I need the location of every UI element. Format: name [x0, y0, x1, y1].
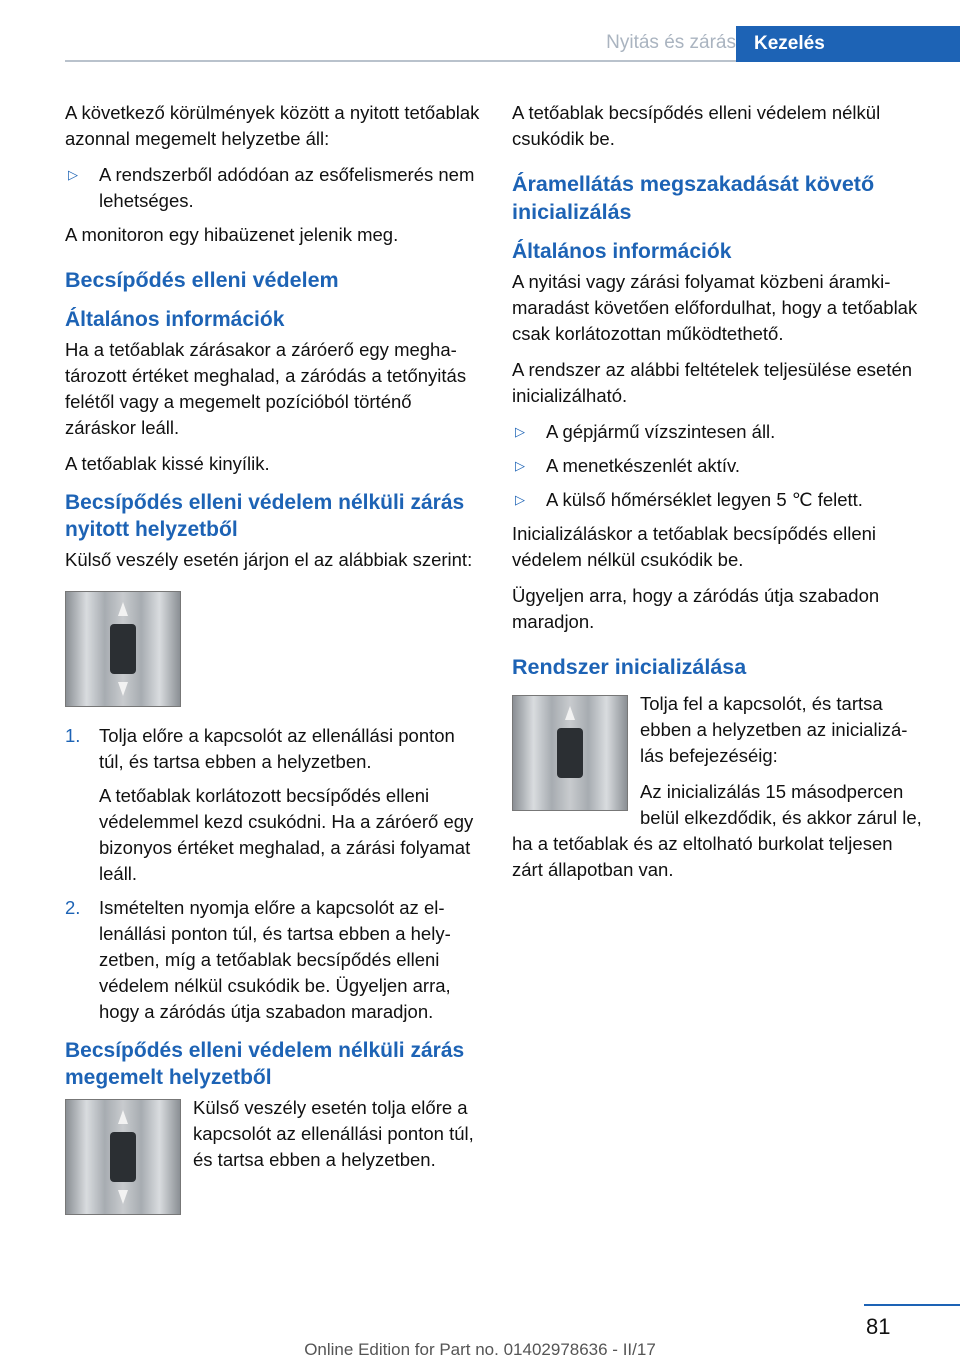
care-text: Ügyeljen arra, hogy a záródás útja szabadon maradjon.: [512, 585, 880, 632]
raised-text: Külső veszély esetén tolja előre a kapcsolót az ellenállási ponton túl, és tartsa ebben a helyzetben.: [193, 1097, 474, 1170]
roof-switch: [110, 624, 136, 674]
arrow-up-icon: [118, 1110, 128, 1124]
triangle-bullet-icon: ▷: [515, 424, 525, 439]
arrow-down-icon: [118, 1190, 128, 1204]
left-column: [65, 100, 480, 1221]
system-init-block: [512, 691, 924, 883]
list-item: 1. Tolja előre a kapcsolót az ellenállási ponton túl, és tartsa ebben a helyzetben. A tetőablak korlátozott becsípődés elleni védelemmel kezd csukódni. Ha a záróerő egy bizonyos értéket meghalad, a zárási folyamat leáll.: [65, 725, 474, 884]
switch-image: [512, 695, 628, 811]
list-item: ▷ A gépjármű vízszintesen áll.: [512, 419, 924, 445]
heading-pinch-protection: Becsípődés elleni védelem: [65, 268, 339, 292]
roof-switch: [110, 1132, 136, 1182]
page-number: 81: [866, 1314, 891, 1339]
top-text: A tetőablak becsípődés elleni védelem nélkül csukódik be.: [512, 102, 881, 149]
arrow-up-icon: [565, 706, 575, 720]
danger-text: Külső veszély esetén járjon el az alábbiak szerint:: [65, 549, 473, 570]
roof-switch: [557, 728, 583, 778]
heading-closing-open: Becsípődés elleni védelem nélküli zárás nyitott helyzetből: [65, 491, 465, 541]
general-text: Ha a tetőablak zárásakor a záróerő egy meghatározott értéket meghalad, a záródás a tetőnyitás felétől vagy a megemelt pozícióból történő záráskor leáll.: [65, 339, 467, 438]
init-text: Inicializáláskor a tetőablak becsípődés elleni védelem nélkül csukódik be.: [512, 523, 877, 570]
slight-open-text: A tetőablak kissé kinyílik.: [65, 453, 270, 474]
list-item: 2. Ismételten nyomja előre a kapcsolót az ellenállási ponton túl, és tartsa ebben a helyzetben, míg a tetőablak becsípődés elleni védelem nélkül csukódik be. Ügyeljen arra, hogy a záródás útja szabadon maradjon.: [65, 897, 451, 1022]
heading-system-init: Rendszer inicializálása: [512, 655, 747, 679]
heading-closing-raised: Becsípődés elleni védelem nélküli zárás megemelt helyzetből: [65, 1039, 465, 1089]
system-init-text: Tolja fel a kapcsolót, és tartsa ebben a helyzetben az inicializálás befejezéséig:: [640, 693, 908, 766]
switch-image: [65, 1099, 181, 1215]
triangle-bullet-icon: ▷: [515, 458, 525, 473]
power-text: A nyitási vagy zárási folyamat közbeni áramkimaradást követően előfordulhat, hogy a tetőablak csak korlátozottan működtethető.: [512, 271, 918, 344]
footer-rule: [864, 1304, 960, 1306]
system-init-text-2: Az inicializálás 15 másodpercen belül elkezdődik, és akkor zárul le, ha a tetőablak és az eltolható burkolat teljesen zárt állapotban van.: [512, 781, 922, 880]
init-condition-text: A rendszer az alábbi feltételek teljesülése esetén inicializálható.: [512, 359, 913, 406]
intro-text: A következő körülmények között a nyitott tetőablak azonnal megemelt helyzetbe áll:: [65, 102, 480, 149]
raised-block: [65, 1095, 480, 1173]
list-item: ▷ A menetkészenlét aktív.: [512, 453, 924, 479]
heading-general-info: Általános információk: [512, 240, 732, 263]
heading-general-info: Általános információk: [65, 308, 285, 331]
list-item: ▷ A külső hőmérséklet legyen 5 ℃ felett.: [512, 487, 924, 513]
list-item: ▷ A rendszerből adódóan az esőfelismerés nem lehetséges.: [68, 164, 475, 211]
arrow-up-icon: [118, 602, 128, 616]
header-chapter: Kezelés: [736, 26, 960, 62]
monitor-text: A monitoron egy hibaüzenet jelenik meg.: [65, 224, 399, 245]
heading-power-init: Áramellátás megszakadását követő inicializálás: [512, 172, 875, 224]
switch-image: [65, 591, 181, 707]
footer-edition: Online Edition for Part no. 01402978636 - II/17: [304, 1340, 656, 1359]
triangle-bullet-icon: ▷: [68, 167, 78, 182]
triangle-bullet-icon: ▷: [515, 492, 525, 507]
header-section: Nyitás és zárás: [606, 32, 736, 53]
right-column: [512, 100, 924, 893]
arrow-down-icon: [118, 682, 128, 696]
